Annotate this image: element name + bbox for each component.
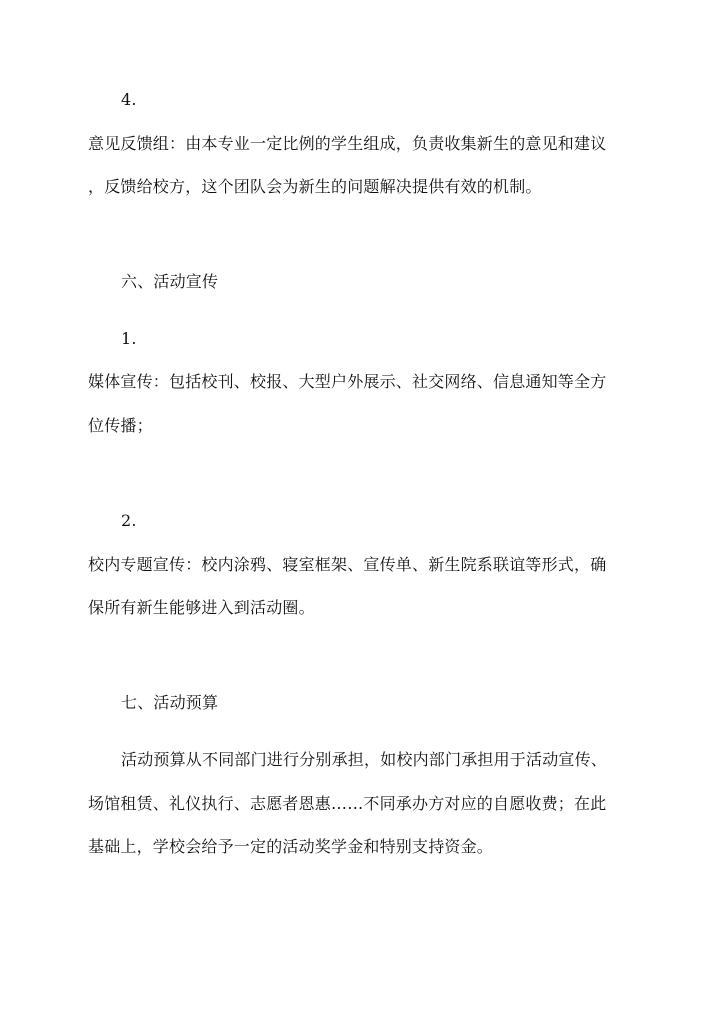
budget-text-line-1: 活动预算从不同部门进行分别承担，如校内部门承担用于活动宣传、	[121, 750, 608, 769]
publicity-item-2-line-2: 保所有新生能够进入到活动圈。	[88, 598, 315, 617]
publicity-item-1-number: 1.	[121, 329, 137, 348]
publicity-item-2-line-1: 校内专题宣传：校内涂鸦、寝室框架、宣传单、新生院系联谊等形式，确	[88, 555, 607, 574]
publicity-item-2-number: 2.	[121, 511, 137, 530]
publicity-heading: 六、活动宣传	[121, 272, 219, 291]
budget-text-line-2: 场馆租赁、礼仪执行、志愿者恩惠……不同承办方对应的自愿收费；在此	[88, 794, 607, 813]
budget-heading: 七、活动预算	[121, 693, 219, 712]
budget-text-line-3: 基础上，学校会给予一定的活动奖学金和特别支持资金。	[88, 837, 494, 856]
publicity-item-1-line-1: 媒体宣传：包括校刊、校报、大型户外展示、社交网络、信息通知等全方	[88, 372, 607, 391]
feedback-text-line-2: ，反馈给校方，这个团队会为新生的问题解决提供有效的机制。	[88, 177, 542, 196]
feedback-text-line-1: 意见反馈组：由本专业一定比例的学生组成，负责收集新生的意见和建议	[88, 134, 607, 153]
publicity-item-1-line-2: 位传播；	[88, 416, 153, 435]
feedback-item-number: 4.	[121, 90, 137, 109]
